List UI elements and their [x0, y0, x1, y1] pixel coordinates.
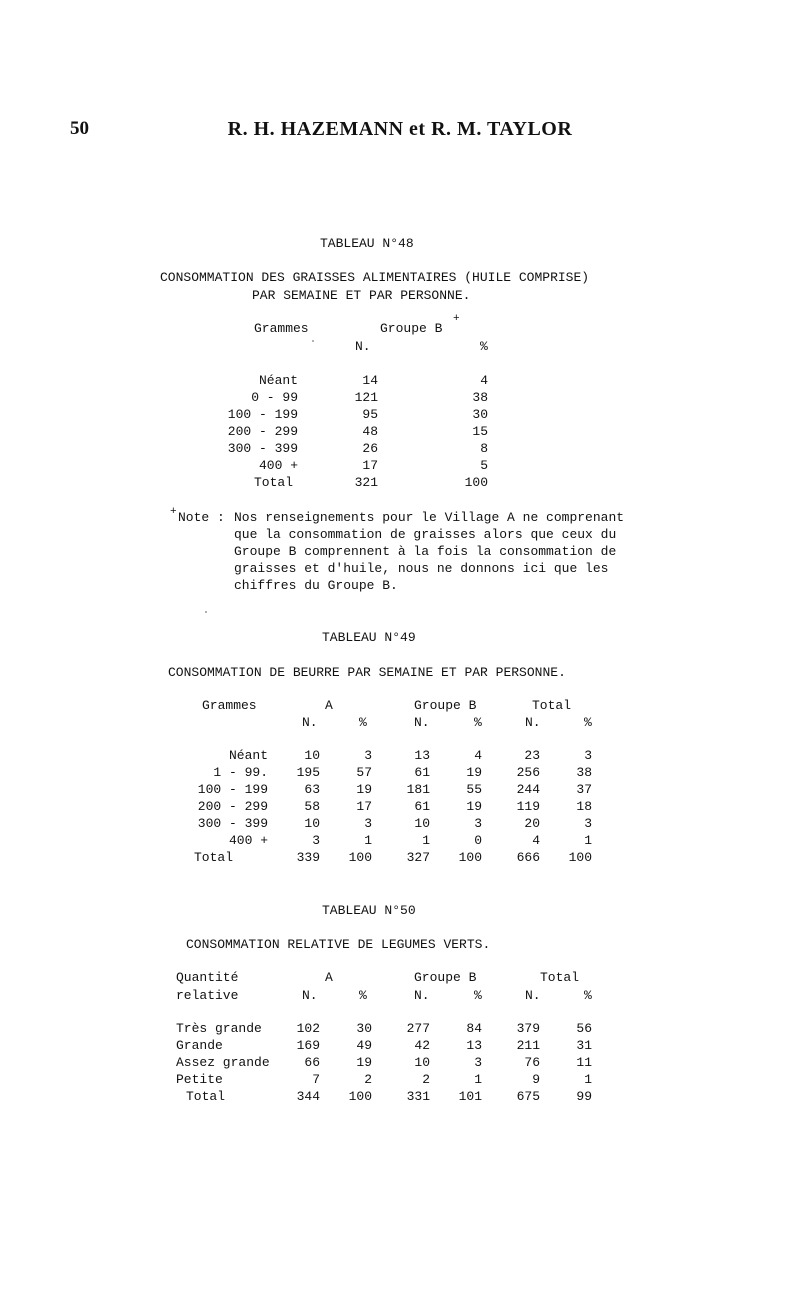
table-49-col-header-grammes: Grammes [202, 698, 257, 713]
table-50-cell-total-n: 379 [516, 1021, 540, 1036]
table-50-cell-total-n: 675 [516, 1089, 540, 1104]
table-48-cell-n: 95 [362, 407, 378, 422]
table-50-cell-a-pct: 30 [356, 1021, 372, 1036]
table-49-row-label: 1 - 99. [213, 765, 268, 780]
footnote-label: Note : [178, 510, 225, 525]
table-49-cell-b-pct: 55 [466, 782, 482, 797]
table-49-title: CONSOMMATION DE BEURRE PAR SEMAINE ET PAR PERSONNE. [168, 665, 566, 680]
table-48-sub-pct: % [480, 339, 488, 354]
table-49-cell-a-pct: 100 [348, 850, 372, 865]
table-50-cell-b-n: 42 [414, 1038, 430, 1053]
table-50-cell-b-pct: 1 [474, 1072, 482, 1087]
table-50-sub-pct: % [584, 988, 592, 1003]
table-50-cell-total-n: 76 [524, 1055, 540, 1070]
table-50-sub-pct: % [474, 988, 482, 1003]
table-50-cell-b-n: 2 [422, 1072, 430, 1087]
table-49-cell-a-n: 10 [304, 748, 320, 763]
table-48-cell-n: 321 [354, 475, 378, 490]
table-49-cell-a-n: 10 [304, 816, 320, 831]
footnote-line: chiffres du Groupe B. [234, 578, 398, 593]
table-50-group-b: Groupe B [414, 970, 477, 985]
table-49-cell-total-pct: 37 [576, 782, 592, 797]
table-48-cell-n: 26 [362, 441, 378, 456]
table-49-cell-a-n: 339 [296, 850, 320, 865]
table-49-cell-b-n: 327 [406, 850, 430, 865]
table-50-cell-total-pct: 56 [576, 1021, 592, 1036]
table-50-cell-a-pct: 100 [348, 1089, 372, 1104]
table-49-cell-a-pct: 17 [356, 799, 372, 814]
table-49-cell-total-pct: 3 [584, 748, 592, 763]
table-49-cell-total-n: 23 [524, 748, 540, 763]
table-49-sub-pct: % [474, 715, 482, 730]
table-48-sub-n: N. [355, 339, 371, 354]
table-48-cell-pct: 38 [472, 390, 488, 405]
table-50-cell-total-pct: 11 [576, 1055, 592, 1070]
table-48-cell-pct: 4 [480, 373, 488, 388]
table-48-row-label: Néant [258, 373, 298, 388]
table-50-col-header-line2: relative [176, 988, 239, 1003]
table-48-row-label: Total [254, 475, 294, 490]
table-48-group-mark: + [453, 313, 460, 325]
table-49-cell-b-pct: 19 [466, 799, 482, 814]
print-speck [205, 611, 207, 613]
table-49-cell-b-pct: 4 [474, 748, 482, 763]
table-50-sub-pct: % [359, 988, 367, 1003]
table-48-group-header: Groupe B [380, 321, 443, 336]
table-48-row-label: 400 + [258, 458, 298, 473]
table-48-title-line1: CONSOMMATION DES GRAISSES ALIMENTAIRES (HUILE COMPRISE) [160, 270, 590, 285]
table-50-row-label: Petite [176, 1072, 223, 1087]
table-49-cell-total-n: 4 [532, 833, 540, 848]
table-49-cell-b-pct: 3 [474, 816, 482, 831]
table-50-row-label: Total [186, 1089, 226, 1104]
table-50-cell-a-n: 344 [296, 1089, 320, 1104]
table-50-label: TABLEAU N°50 [322, 903, 416, 918]
table-50-row-label: Très grande [176, 1021, 262, 1036]
footnote-line: graisses et d'huile, nous ne donnons ici que les [234, 561, 609, 576]
table-48-cell-n: 48 [362, 424, 378, 439]
table-50-cell-b-n: 277 [406, 1021, 430, 1036]
table-50-cell-total-pct: 31 [576, 1038, 592, 1053]
running-title: R. H. HAZEMANN et R. M. TAYLOR [227, 118, 573, 140]
table-49-group-total: Total [532, 698, 572, 713]
table-49-group-a: A [325, 698, 333, 713]
table-49-cell-b-n: 181 [406, 782, 430, 797]
table-48-row-label: 100 - 199 [227, 407, 298, 422]
table-49-cell-total-n: 256 [516, 765, 540, 780]
table-49-cell-b-pct: 0 [474, 833, 482, 848]
table-49-sub-pct: % [359, 715, 367, 730]
table-49-row-label: 300 - 399 [197, 816, 268, 831]
table-48-cell-n: 17 [362, 458, 378, 473]
table-50-title: CONSOMMATION RELATIVE DE LEGUMES VERTS. [186, 937, 491, 952]
table-49-cell-b-pct: 19 [466, 765, 482, 780]
table-49-cell-a-n: 63 [304, 782, 320, 797]
table-49-cell-b-n: 61 [414, 799, 430, 814]
table-49-sub-n: N. [302, 715, 318, 730]
table-48-row-label: 300 - 399 [227, 441, 298, 456]
table-50-cell-total-n: 9 [532, 1072, 540, 1087]
table-49-group-b: Groupe B [414, 698, 477, 713]
table-49-cell-total-n: 244 [516, 782, 540, 797]
table-50-cell-b-pct: 3 [474, 1055, 482, 1070]
table-50-col-header-line1: Quantité [176, 970, 239, 985]
table-49-cell-b-pct: 100 [458, 850, 482, 865]
table-50-group-total: Total [540, 970, 580, 985]
table-50-cell-b-pct: 101 [458, 1089, 482, 1104]
table-50-group-a: A [325, 970, 333, 985]
table-49-row-label: 400 + [228, 833, 268, 848]
table-50-cell-a-pct: 19 [356, 1055, 372, 1070]
table-49-sub-n: N. [414, 715, 430, 730]
table-49-cell-a-n: 195 [296, 765, 320, 780]
table-50-cell-a-pct: 2 [364, 1072, 372, 1087]
table-49-cell-total-pct: 3 [584, 816, 592, 831]
table-49-cell-total-pct: 100 [568, 850, 592, 865]
table-49-cell-a-pct: 1 [364, 833, 372, 848]
table-48-cell-n: 14 [362, 373, 378, 388]
table-50-cell-a-n: 169 [296, 1038, 320, 1053]
table-49-cell-b-n: 61 [414, 765, 430, 780]
table-50-row-label: Assez grande [176, 1055, 270, 1070]
table-49-sub-n: N. [525, 715, 541, 730]
table-48-col-header-grammes: Grammes [254, 321, 309, 336]
table-49-cell-total-n: 666 [516, 850, 540, 865]
footnote-line: que la consommation de graisses alors que ceux du [234, 527, 617, 542]
table-48-row-label: 0 - 99 [251, 390, 298, 405]
footnote-mark: + [170, 506, 177, 518]
table-50-sub-n: N. [414, 988, 430, 1003]
table-49-row-label: Néant [228, 748, 268, 763]
table-50-cell-b-pct: 84 [466, 1021, 482, 1036]
table-50-cell-a-n: 7 [312, 1072, 320, 1087]
table-50-cell-total-n: 211 [516, 1038, 540, 1053]
table-49-cell-a-pct: 57 [356, 765, 372, 780]
table-49-cell-total-pct: 38 [576, 765, 592, 780]
table-48-row-label: 200 - 299 [227, 424, 298, 439]
table-50-cell-b-n: 331 [406, 1089, 430, 1104]
table-48-cell-pct: 100 [464, 475, 488, 490]
table-50-sub-n: N. [525, 988, 541, 1003]
footnote-line: Groupe B comprennent à la fois la consommation de [234, 544, 617, 559]
table-48-cell-pct: 5 [480, 458, 488, 473]
table-50-row-label: Grande [176, 1038, 223, 1053]
table-50-cell-a-pct: 49 [356, 1038, 372, 1053]
table-49-cell-b-n: 10 [414, 816, 430, 831]
table-48-title-line2: PAR SEMAINE ET PAR PERSONNE. [252, 288, 471, 303]
table-49-sub-pct: % [584, 715, 592, 730]
print-speck [312, 340, 314, 342]
page-header [0, 118, 800, 148]
table-49-cell-b-n: 13 [414, 748, 430, 763]
table-49-cell-b-n: 1 [422, 833, 430, 848]
table-49-row-label: 100 - 199 [197, 782, 268, 797]
table-48-cell-pct: 30 [472, 407, 488, 422]
table-50-cell-total-pct: 1 [584, 1072, 592, 1087]
table-49-cell-total-n: 20 [524, 816, 540, 831]
table-50-cell-b-pct: 13 [466, 1038, 482, 1053]
table-49-cell-total-n: 119 [516, 799, 540, 814]
table-50-cell-total-pct: 99 [576, 1089, 592, 1104]
table-50-cell-a-n: 102 [296, 1021, 320, 1036]
table-48-label: TABLEAU N°48 [320, 236, 414, 251]
table-48-cell-n: 121 [354, 390, 378, 405]
table-49-cell-a-pct: 19 [356, 782, 372, 797]
table-49-cell-a-n: 58 [304, 799, 320, 814]
footnote-line: Nos renseignements pour le Village A ne comprenant [234, 510, 625, 525]
table-48-cell-pct: 15 [472, 424, 488, 439]
table-50-sub-n: N. [302, 988, 318, 1003]
table-49-row-label: 200 - 299 [197, 799, 268, 814]
table-49-cell-total-pct: 18 [576, 799, 592, 814]
footnote-body [234, 510, 624, 595]
page-number: 50 [70, 118, 89, 139]
table-50-cell-a-n: 66 [304, 1055, 320, 1070]
table-49-cell-total-pct: 1 [584, 833, 592, 848]
table-48-cell-pct: 8 [480, 441, 488, 456]
table-50-cell-b-n: 10 [414, 1055, 430, 1070]
table-49-cell-a-n: 3 [312, 833, 320, 848]
table-49-cell-a-pct: 3 [364, 816, 372, 831]
table-49-label: TABLEAU N°49 [322, 630, 416, 645]
table-49-row-label: Total [194, 850, 234, 865]
table-49-cell-a-pct: 3 [364, 748, 372, 763]
